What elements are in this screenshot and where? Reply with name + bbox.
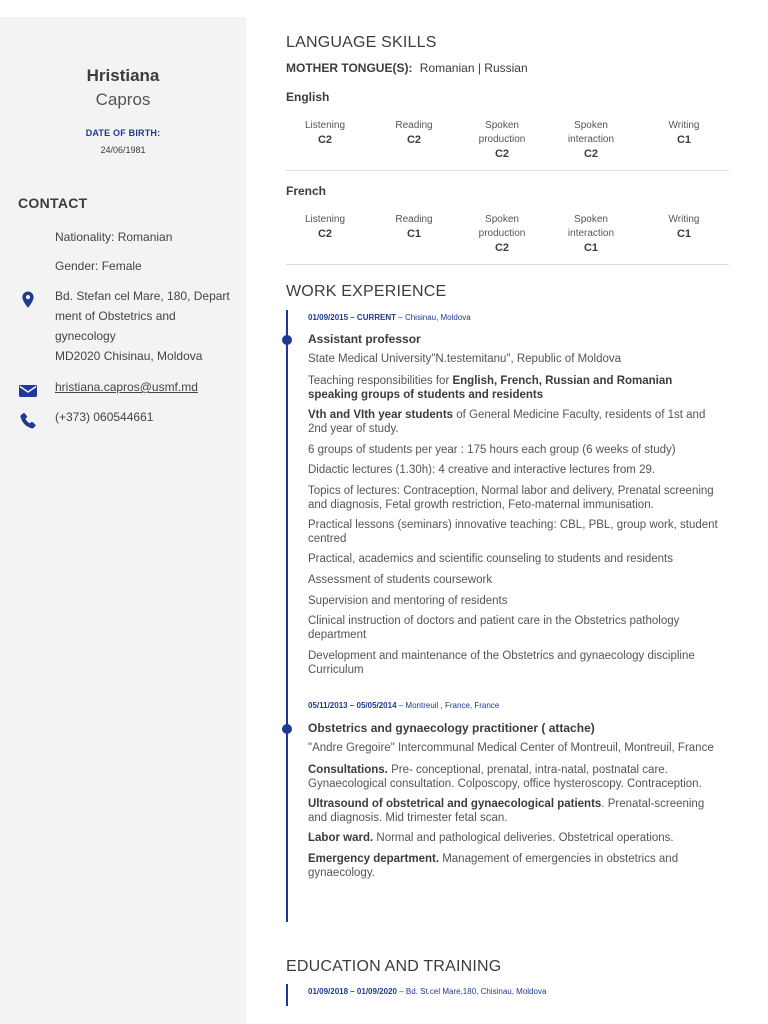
- text: Management of emergencies in obstetrics and gynaecology.: [308, 853, 679, 879]
- education-date: [308, 987, 546, 996]
- skill-level: C2: [583, 148, 599, 160]
- skill-label: Writing: [668, 214, 700, 225]
- contact-title: CONTACT: [18, 195, 88, 211]
- phone-icon: [18, 411, 38, 431]
- first-name: Hristiana: [86, 66, 160, 85]
- job-employer: State Medical University"N.testemitanu", Republic of Moldova: [308, 353, 622, 365]
- skill-cell: [644, 119, 724, 147]
- skill-level: C2: [317, 228, 333, 240]
- timeline-dot: [282, 724, 292, 734]
- text: Teaching responsibilities for: [308, 375, 453, 387]
- job-title: Assistant professor: [308, 332, 421, 346]
- skill-cell: [285, 119, 365, 147]
- skill-label: Writing: [668, 120, 700, 131]
- text: . Prenatal-screening and diagnosis. Mid trimester fetal scan.: [308, 798, 705, 824]
- skill-cell: [644, 213, 724, 241]
- skill-label: Spoken interaction: [567, 214, 615, 239]
- skill-cell: [285, 213, 365, 241]
- job-item: [308, 797, 718, 825]
- skill-level: C2: [317, 134, 333, 146]
- language-skills-title: LANGUAGE SKILLS: [286, 34, 437, 51]
- skill-cell: [462, 119, 542, 161]
- address-line: MD2020 Chisinau, Moldova: [55, 349, 203, 363]
- skill-cell: [462, 213, 542, 255]
- bold-text: Vth and VIth year students: [308, 409, 454, 421]
- divider: [286, 264, 729, 265]
- education-date-range: 01/09/2018 – 01/09/2020: [308, 987, 397, 996]
- text: Normal and pathological deliveries. Obstetrical operations.: [373, 832, 674, 844]
- skill-level: C1: [676, 134, 692, 146]
- job-date-range: 01/09/2015 – CURRENT: [308, 313, 397, 322]
- bold-text: Emergency department.: [308, 853, 440, 865]
- bold-text: Labor ward.: [308, 832, 374, 844]
- top-strip: [0, 0, 238, 17]
- job-location: – Montreuil , France, France: [396, 701, 500, 710]
- job-item: Didactic lectures (1.30h): 4 creative and interactive lectures from 29.: [308, 464, 656, 476]
- skill-label: Listening: [304, 214, 346, 225]
- language-levels-english: [286, 119, 729, 189]
- job-item: Practical, academics and scientific counseling to students and residents: [308, 553, 674, 565]
- address: [55, 286, 230, 366]
- address-line: gynecology: [55, 329, 116, 343]
- timeline-line: [286, 984, 288, 1006]
- gender: Gender: Female: [55, 259, 142, 273]
- text: Pre- conceptional, prenatal, intra-natal, postnatal care. Gynaecological consultation. Colposcopy, office hysteroscopy. Contraception.: [308, 764, 702, 790]
- job-item: Supervision and mentoring of residents: [308, 595, 508, 607]
- job-item: 6 groups of students per year : 175 hours each group (6 weeks of study): [308, 444, 676, 456]
- bold-text: English, French, Russian and Romanian speaking groups of students and residents: [308, 375, 673, 401]
- mother-tongue-label: MOTHER TONGUE(S):: [286, 61, 413, 75]
- skill-label: Spoken production: [478, 214, 526, 239]
- job-date-range: 05/11/2013 – 05/05/2014: [308, 701, 397, 710]
- skill-cell: [551, 119, 631, 161]
- text: of General Medicine Faculty, residents of 1st and 2nd year of study.: [308, 409, 706, 435]
- skill-level: C1: [583, 242, 599, 254]
- email-link[interactable]: hristiana.capros@usmf.md: [55, 380, 198, 394]
- skill-level: C2: [494, 242, 510, 254]
- sidebar: [0, 17, 246, 1024]
- job-item: [308, 852, 718, 880]
- language-name-french: French: [286, 184, 327, 198]
- skill-cell: [551, 213, 631, 255]
- job-location: – Chisinau, Moldova: [396, 313, 471, 322]
- job-item: [308, 763, 718, 791]
- job-item: Assessment of students coursework: [308, 574, 493, 586]
- skill-cell: [374, 213, 454, 241]
- dob-label: DATE OF BIRTH:: [85, 128, 161, 138]
- skill-level: C1: [406, 228, 422, 240]
- job-employer: "Andre Gregoire" Intercommunal Medical Center of Montreuil, Montreuil, France: [308, 742, 714, 754]
- education-location: – Bd. St.cel Mare,180, Chisinau, Moldova: [396, 987, 547, 996]
- bold-text: Consultations.: [308, 764, 388, 776]
- education-title: EDUCATION AND TRAINING: [286, 958, 502, 975]
- mother-tongue: [286, 61, 528, 75]
- job-item: Clinical instruction of doctors and patient care in the Obstetrics pathology department: [308, 615, 680, 641]
- job-item: [308, 408, 718, 436]
- job-date: [308, 701, 499, 710]
- skill-label: Spoken interaction: [567, 120, 615, 145]
- job-item: Practical lessons (seminars) innovative teaching: CBL, PBL, group work, student centred: [308, 519, 718, 545]
- dob-value: 24/06/1981: [100, 145, 146, 155]
- skill-cell: [374, 119, 454, 147]
- work-experience-title: WORK EXPERIENCE: [286, 283, 447, 300]
- skill-label: Reading: [395, 120, 433, 131]
- skill-level: C1: [676, 228, 692, 240]
- skill-label: Listening: [304, 120, 346, 131]
- mail-icon: [18, 381, 38, 401]
- job-date: [308, 313, 471, 322]
- language-name-english: English: [286, 90, 330, 104]
- phone-number: (+373) 060544661: [55, 410, 154, 424]
- skill-label: Reading: [395, 214, 433, 225]
- job-item: [308, 831, 718, 845]
- job-item: Development and maintenance of the Obstetrics and gynaecology discipline Curriculum: [308, 650, 695, 676]
- timeline-dot: [282, 335, 292, 345]
- address-line: ment of Obstetrics and: [55, 309, 176, 323]
- address-line: Bd. Stefan cel Mare, 180, Depart: [55, 289, 230, 303]
- location-pin-icon: [18, 290, 38, 310]
- language-levels-french: [286, 213, 729, 283]
- mother-tongue-value: Romanian | Russian: [419, 61, 528, 75]
- job-title: Obstetrics and gynaecology practitioner ( attache): [308, 721, 595, 735]
- job-item: [308, 374, 718, 402]
- skill-level: C2: [494, 148, 510, 160]
- timeline-line: [286, 310, 288, 922]
- nationality: Nationality: Romanian: [55, 230, 173, 244]
- skill-label: Spoken production: [478, 120, 526, 145]
- skill-level: C2: [406, 134, 422, 146]
- last-name: Capros: [95, 90, 151, 109]
- job-item: Topics of lectures: Contraception, Normal labor and delivery, Prenatal screening and diagnosis, Fetal growth restriction, Feto-maternal immunisation.: [308, 485, 714, 511]
- bold-text: Ultrasound of obstetrical and gynaecological patients: [308, 798, 602, 810]
- divider: [286, 170, 729, 171]
